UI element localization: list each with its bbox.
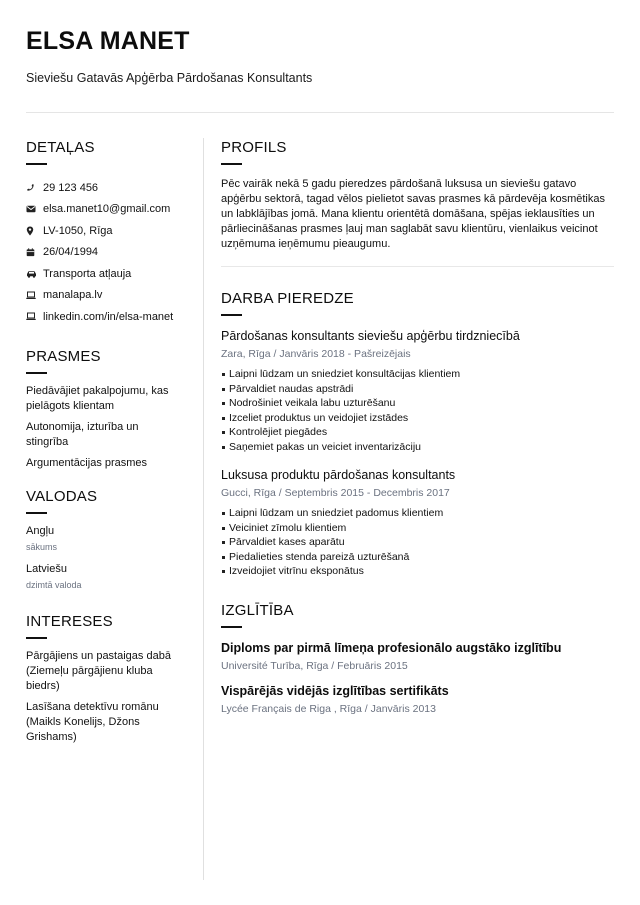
education-entry (221, 640, 614, 673)
skills-heading: PRASMES (26, 347, 101, 365)
duty-item: Piedalieties stenda pareizā uzturēšanā (221, 550, 614, 565)
contact-location (26, 220, 186, 242)
resume-header (26, 24, 614, 87)
contact-website[interactable] (26, 285, 186, 307)
interest-item: Pārgājiens un pastaigas dabā (Ziemeļu pārgājienu kluba biedrs) (26, 649, 171, 692)
duty-item: Laipni lūdzam un sniedziet konsultācijas klientiem (221, 367, 614, 382)
duty-item: Veiciniet zīmolu klientiem (221, 521, 614, 536)
languages-list (26, 524, 186, 592)
location-icon (26, 226, 43, 236)
contact-email[interactable] (26, 199, 186, 221)
candidate-name: ELSA MANET (26, 27, 190, 55)
language-level: dzimtā valoda (26, 579, 82, 590)
mail-icon (26, 205, 43, 213)
section-divider (221, 266, 614, 267)
details-heading: DETAĻAS (26, 139, 95, 156)
contact-list (26, 177, 186, 328)
contact-phone (26, 177, 186, 199)
degree-title: Vispārējās vidējās izglītības sertifikāts (221, 683, 449, 698)
contact-location-text: LV-1050, Rīga (43, 224, 113, 237)
skills-section (26, 347, 186, 471)
job-entry (221, 328, 614, 454)
profile-section (221, 138, 614, 267)
job-entry (221, 467, 614, 579)
column-divider (203, 138, 204, 880)
heading-underline (26, 637, 47, 639)
language-item (26, 562, 186, 592)
education-entry (221, 683, 614, 716)
experience-section (221, 289, 614, 579)
car-icon (26, 270, 43, 278)
language-item (26, 524, 186, 554)
degree-subtitle: Lycée Français de Riga , Rīga / Janvāris 2013 (221, 702, 436, 715)
languages-section (26, 487, 186, 592)
skill-item: Piedāvājiet pakalpojumu, kas pielāgots klientam (26, 384, 169, 412)
languages-heading: VALODAS (26, 487, 98, 505)
job-duties (221, 506, 614, 579)
profile-heading: PROFILS (221, 139, 287, 156)
job-subtitle: Zara, Rīga / Janvāris 2018 - Pašreizējais (221, 348, 411, 360)
heading-underline (26, 163, 47, 165)
job-title: Pārdošanas konsultants sieviešu apģērbu tirdzniecībā (221, 329, 520, 343)
heading-underline (26, 512, 47, 514)
main-content (221, 138, 614, 716)
interests-heading: INTERESES (26, 612, 113, 630)
contact-phone-text: 29 123 456 (43, 181, 99, 194)
calendar-icon (26, 248, 43, 257)
heading-underline (221, 314, 242, 316)
contact-license-text: Transporta atļauja (43, 267, 132, 280)
contact-website-text[interactable]: manalapa.lv (43, 289, 103, 302)
details-section (26, 138, 186, 328)
degree-subtitle: Université Turība, Rīga / Februāris 2015 (221, 659, 408, 672)
laptop-icon (26, 312, 43, 321)
interests-section (26, 612, 186, 745)
skill-item: Autonomija, izturība un stingrība (26, 420, 139, 448)
duty-item: Izceliet produktus un veidojiet izstādes (221, 411, 614, 426)
job-title: Luksusa produktu pārdošanas konsultants (221, 468, 456, 482)
header-divider (26, 112, 614, 113)
degree-title: Diploms par pirmā līmeņa profesionālo augstāko izglītību (221, 640, 562, 655)
duty-item: Pārvaldiet kases aparātu (221, 535, 614, 550)
heading-underline (221, 163, 242, 165)
heading-underline (221, 626, 242, 628)
duty-item: Nodrošiniet veikala labu uzturēšanu (221, 396, 614, 411)
sidebar (26, 138, 186, 751)
duty-item: Pārvaldiet naudas apstrādi (221, 382, 614, 397)
contact-birthdate (26, 242, 186, 264)
language-level: sākums (26, 541, 58, 552)
education-heading: IZGLĪTĪBA (221, 601, 294, 619)
language-name: Angļu (26, 524, 55, 537)
candidate-title: Sieviešu Gatavās Apģērba Pārdošanas Konsultants (26, 71, 313, 85)
language-name: Latviešu (26, 562, 67, 575)
phone-icon (26, 183, 43, 192)
duty-item: Kontrolējiet piegādes (221, 425, 614, 440)
job-duties (221, 367, 614, 454)
heading-underline (26, 372, 47, 374)
contact-birthdate-text: 26/04/1994 (43, 246, 99, 259)
duty-item: Izveidojiet vitrīnu eksponātus (221, 564, 614, 579)
contact-linkedin-text[interactable]: linkedin.com/in/elsa-manet (43, 310, 174, 323)
experience-heading: DARBA PIEREDZE (221, 290, 354, 307)
contact-license (26, 263, 186, 285)
job-subtitle: Gucci, Rīga / Septembris 2015 - Decembris 2017 (221, 487, 450, 499)
laptop-icon (26, 291, 43, 300)
duty-item: Saņemiet pakas un veiciet inventarizāciju (221, 440, 614, 455)
duty-item: Laipni lūdzam un sniedziet padomus klientiem (221, 506, 614, 521)
skill-item: Argumentācijas prasmes (26, 456, 148, 469)
interest-item: Lasīšana detektīvu romānu (Maikls Konelijs, Džons Grishams) (26, 700, 159, 743)
skills-list (26, 384, 186, 471)
profile-text: Pēc vairāk nekā 5 gadu pieredzes pārdošanā luksusa un sieviešu gatavo apģērbu sektorā, tagad vēlos pielietot savas prasmes kā pārdevēja kosmētikas un labklājības jomā. Mana klientu orientētā domāšana, spējas ieklausīties un pārliecināšanas prasmes ļauj man saglabāt savu klientūru, vienlaikus veicinot uzņēmuma ieņēmumu pieaugumu. (221, 178, 605, 250)
education-section (221, 601, 614, 716)
contact-linkedin[interactable] (26, 306, 186, 328)
interests-list (26, 649, 186, 745)
contact-email-text[interactable]: elsa.manet10@gmail.com (43, 203, 171, 216)
